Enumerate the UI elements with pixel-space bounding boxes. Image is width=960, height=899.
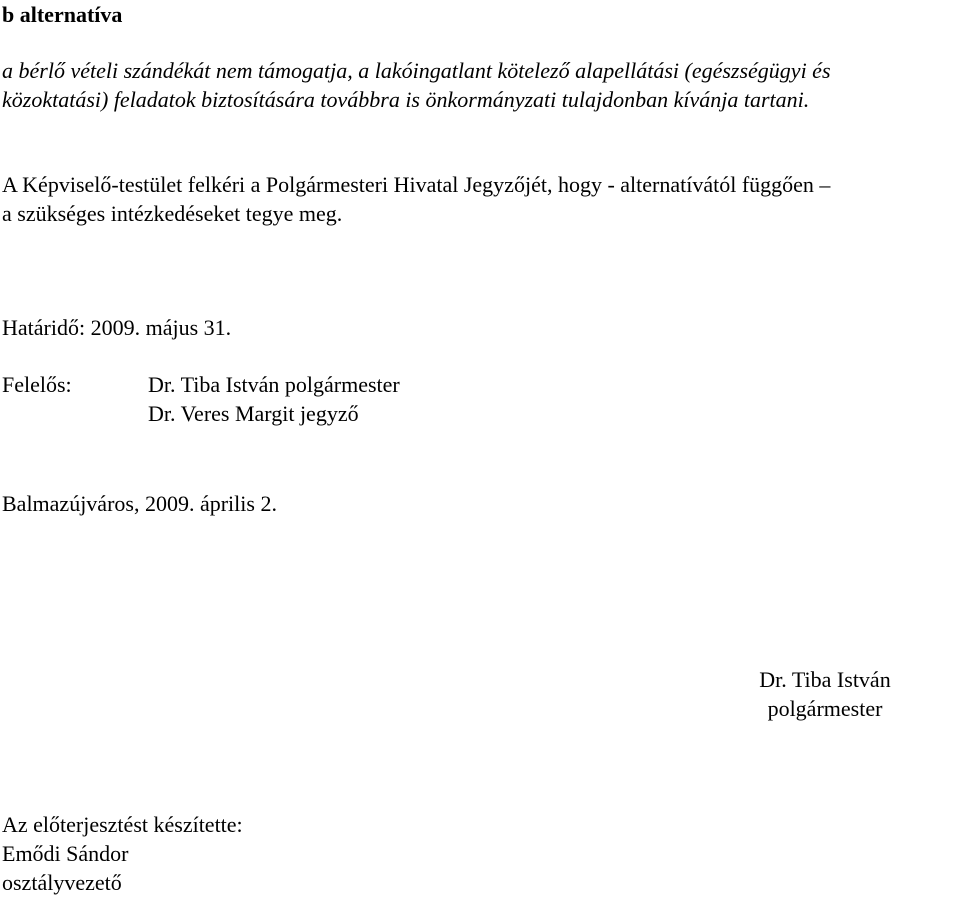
signature-block xyxy=(700,665,950,723)
responsible-person-2: Dr. Veres Margit jegyző xyxy=(148,401,359,426)
place-and-date: Balmazújváros, 2009. április 2. xyxy=(2,491,277,516)
deadline: Határidő: 2009. május 31. xyxy=(2,315,232,340)
resolution-line-1: A Képviselő-testület felkéri a Polgármesteri Hivatal Jegyzőjét, hogy - alternatívától függően – xyxy=(2,172,831,197)
alternative-b-paragraph xyxy=(2,56,831,114)
signature-title: polgármester xyxy=(767,696,883,721)
resolution-line-2: a szükséges intézkedéseket tegye meg. xyxy=(2,201,343,226)
resolution-paragraph xyxy=(2,170,830,228)
alternative-b-line-1: a bérlő vételi szándékát nem támogatja, a lakóingatlant kötelező alapellátási (egészségügyi és xyxy=(2,58,831,83)
signature-name: Dr. Tiba István xyxy=(759,667,891,692)
responsible-label: Felelős: xyxy=(2,372,72,397)
prepared-by-block xyxy=(2,810,243,897)
responsible-person-1: Dr. Tiba István polgármester xyxy=(148,372,400,397)
prepared-by-label: Az előterjesztést készítette: xyxy=(2,812,243,837)
alternative-b-line-2: közoktatási) feladatok biztosítására továbbra is önkormányzati tulajdonban kívánja tartani. xyxy=(2,87,810,112)
responsible-persons xyxy=(148,370,400,428)
prepared-by-title: osztályvezető xyxy=(2,870,122,895)
section-heading: b alternatíva xyxy=(2,2,123,27)
prepared-by-name: Emődi Sándor xyxy=(2,841,129,866)
